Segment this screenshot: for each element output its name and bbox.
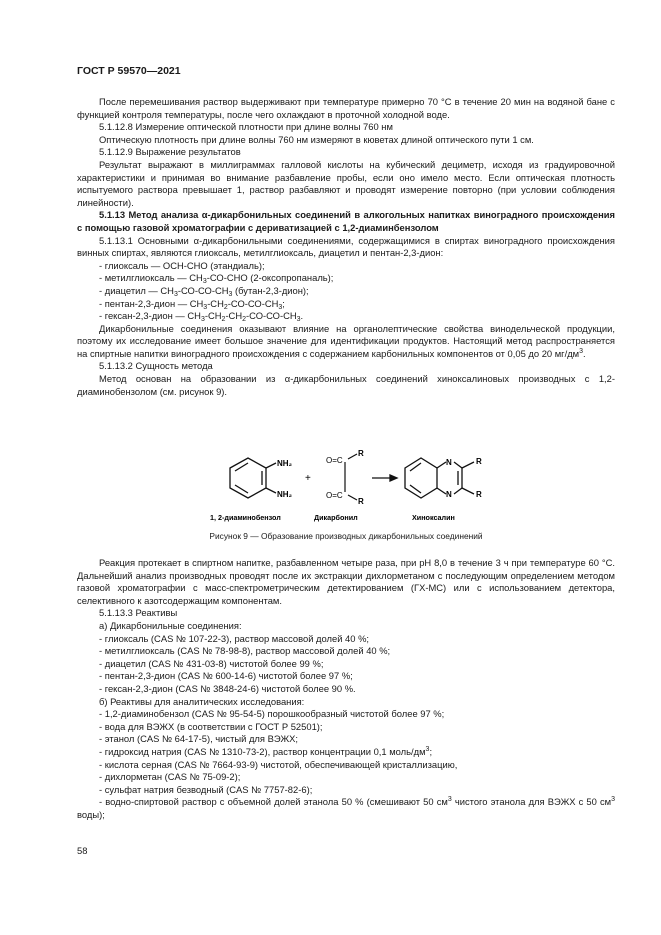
list-item: - 1,2-диаминобензол (CAS № 95-54-5) порошкообразный чистотой более 97 %; bbox=[99, 708, 445, 720]
list-item: - дихлорметан (CAS № 75-09-2); bbox=[99, 771, 241, 783]
dicarbonyl-structure bbox=[345, 454, 357, 500]
paragraph: Результат выражают в миллиграммах галловой кислоты на кубический дециметр, исходя из градуировочной характеристики и принимая во внимание разбавление пробы, если оно имело место. Если оптическая плотность испытуемого раствора превышает 1, раствор разбавляют и проводят измерение повторно (при условии соблюдения линейности). bbox=[77, 158, 615, 208]
list-item: - кислота серная (CAS № 7664-93-9) чистотой, обеспечивающей кристаллизацию, bbox=[99, 758, 458, 770]
paragraph: Реакция протекает в спиртном напитке, разбавленном четыре раза, при рН 8,0 в течение 3 ч при температуре 60 °С. Дальнейший анализ производных проводят после их экстракции дихлорметаном с последующим определением методом газовой хроматографии с масс-спектрометрическим детектированием (ГХ-МС) или с использованием детектора, селективного к азотсодержащим компонентам. bbox=[77, 557, 615, 606]
label-dicarbonyl: Дикарбонил bbox=[314, 513, 358, 522]
nh2-bottom-label: NH₂ bbox=[277, 490, 293, 499]
list-item: - вода для ВЭЖХ (в соответствии с ГОСТ Р 52501); bbox=[99, 720, 323, 732]
list-heading: а) Дикарбонильные соединения: bbox=[99, 619, 242, 631]
figure-caption: Рисунок 9 — Образование производных дикарбонильных соединений bbox=[209, 531, 483, 541]
nh2-top-label: NH₂ bbox=[277, 459, 293, 468]
section-heading: 5.1.12.8 Измерение оптической плотности при длине волны 760 нм bbox=[99, 121, 393, 133]
list-item: - гексан-2,3-дион (CAS № 3848-24-6) чистотой более 90 %. bbox=[99, 682, 356, 694]
quinoxaline-structure bbox=[405, 458, 474, 498]
list-item: - сульфат натрия безводный (CAS № 7757-82-6); bbox=[99, 783, 313, 795]
list-item: - этанол (CAS № 64-17-5), чистый для ВЭЖХ; bbox=[99, 733, 298, 745]
list-item: - пентан-2,3-дион (CAS № 600-14-6) чистотой более 97 %; bbox=[99, 670, 353, 682]
nitrogen-label: N bbox=[446, 490, 452, 499]
list-item: - пентан-2,3-дион — $СН_3-СН_2-СО-СО-СН_3$; bbox=[99, 297, 285, 311]
label-diaminobenzene: 1, 2-диаминобензол bbox=[210, 513, 281, 522]
reaction-arrow bbox=[372, 475, 397, 481]
r-group: R bbox=[358, 497, 364, 506]
list-item: - диацетил — $СН_3-СО-СО-СН_3$ (бутан-2,3-дион); bbox=[99, 284, 309, 298]
section-heading: 5.1.13.3 Реактивы bbox=[99, 607, 178, 619]
label-quinoxaline: Хиноксалин bbox=[412, 513, 455, 522]
section-title: 5.1.13 Метод анализа α-дикарбонильных соединений в алкогольных напитках виноградного происхождения с помощью газовой хроматографии с дериватизацией с 1,2-диаминбензолом bbox=[77, 209, 615, 233]
list-item: - глиоксаль (CAS № 107-22-3), раствор массовой долей 40 %; bbox=[99, 632, 370, 644]
list-item: - гидроксид натрия (CAS № 1310-73-2), раствор концентрации 0,1 моль/$дм^3$; bbox=[99, 745, 433, 757]
list-item: - метилглиоксаль (CAS № 78-98-8), раствор массовой долей 40 %; bbox=[99, 645, 391, 657]
carbonyl-top: O=C bbox=[326, 456, 343, 465]
paragraph: Оптическую плотность при длине волны 760 нм измеряют в кюветах длиной оптического пути 1 см. bbox=[99, 133, 534, 145]
nitrogen-label: N bbox=[446, 458, 452, 467]
r-group: R bbox=[358, 450, 364, 458]
reaction-figure bbox=[200, 450, 500, 528]
page-number: 58 bbox=[77, 845, 88, 856]
paragraph: После перемешивания раствор выдерживают при температуре примерно 70 °С в течение 20 мин на водяной бане с функцией контроля температуры, после чего охлаждают в проточной холодной воде. bbox=[77, 96, 615, 120]
diaminobenzene-structure bbox=[230, 458, 276, 498]
list-item: - диацетил (CAS № 431-03-8) чистотой более 99 %; bbox=[99, 657, 324, 669]
paragraph: Метод основан на образовании из α-дикарбонильных соединений хиноксалиновых производных с 1,2-диаминобензолом (см. рисунок 9). bbox=[77, 373, 615, 397]
plus-sign: + bbox=[305, 473, 311, 484]
paragraph: Дикарбонильные соединения оказывают влияние на органолептические свойства винодельческой продукции, поэтому их исследование имеет большое значение для идентификации продуктов. Настоящий метод распространяется на спиртные напитки виноградного происхождения с содержанием карбонильных компонентов от 0,05 до 20 $мг/дм^3$. bbox=[77, 322, 615, 359]
text-block-bottom bbox=[77, 557, 615, 821]
r-group: R bbox=[476, 490, 482, 499]
list-item: - гексан-2,3-дион — $СН_3-СН_2-СН_2-СО-СО-СН_3$. bbox=[99, 310, 304, 324]
carbonyl-bottom: O=C bbox=[326, 491, 343, 500]
section-heading: 5.1.13.2 Сущность метода bbox=[99, 360, 213, 372]
text-block-top bbox=[77, 96, 615, 398]
list-item: - глиоксаль — ОСН-СНО (этандиаль); bbox=[99, 259, 265, 271]
list-item: - водно-спиртовой раствор с объемной долей этанола 50 % (смешивают 50 $см^3$ чистого этанола для ВЭЖХ с 50 $см^3$ воды); bbox=[77, 796, 615, 820]
section-heading: 5.1.12.9 Выражение результатов bbox=[99, 146, 241, 158]
list-heading: б) Реактивы для аналитических исследования: bbox=[99, 695, 305, 707]
document-header: ГОСТ Р 59570—2021 bbox=[77, 65, 181, 77]
r-group: R bbox=[476, 457, 482, 466]
list-item: - метилглиоксаль — $СН_3-СО$-СНО (2-оксопропаналь); bbox=[99, 272, 334, 286]
paragraph: 5.1.13.1 Основными α-дикарбонильными соединениями, содержащимися в спиртах виноградного происхождения винных спиртах, являются глиоксаль, метилглиоксаль, диацетил и пентан-2,3-дион: bbox=[77, 234, 615, 259]
